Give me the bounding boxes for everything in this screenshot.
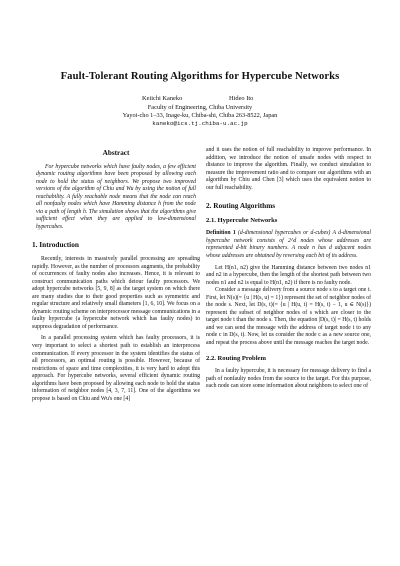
paper-title: Fault-Tolerant Routing Algorithms for Hypercube Networks	[60, 71, 340, 82]
subsection-2-1-heading: 2.1. Hypercube Networks	[206, 216, 278, 224]
definition-label: Definition 1	[206, 230, 236, 237]
subsection-2-2-heading: 2.2. Routing Problem	[206, 354, 266, 362]
section-1-heading: 1. Introduction	[32, 240, 79, 250]
author-2: Hideo Ito	[229, 95, 254, 102]
message-delivery-paragraph: Consider a message delivery from a source node s to a target one t. First, let N(s)(= {u | H(s, u) = 1}) represent the set of neighbor nodes of the node s. Next, let D(s, t)(= {u | H(u, t) = H(s, t) − 1, u ∈ N(s)}) represent the subset of neighbor nodes of s which are closer to the target node t than the node s. Then, the equation |D(s, t)| = H(s, t) holds and we can send the message with the address of target node t to any node c in D(s, t). Now, let us consider the node c as a new source one, and repeat the process above until the message reaches the target node.	[206, 287, 371, 347]
hamming-paragraph: Let H(n1, n2) give the Hamming distance between two nodes n1 and n2 in a hypercube, then the length of the shortest path between two nodes n1 and n2 is equal to H(n1, n2) if there is no faulty node.	[206, 264, 371, 286]
intro-paragraph-2: In a parallel processing system which has faulty processors, it is very important to select a shortest path to establish an interprocess communication. If every processor in the system identifies the status of all processors, an optimal routing is possible. However, because of restrictions of space and time complexities, it is very hard to adopt this approach. For hypercube networks, several efficient dynamic routing algorithms have been proposed by allowing each node to hold the status information of neighbor nodes [4, 3, 7, 11]. One of the algorithms we propose is based on Chiu and Wu's one [4]	[32, 335, 200, 402]
intro-paragraph-1: Recently, interests in massively parallel processing are spreading rapidly. However, as the number of processors augments, the probability of occurrences of faulty nodes also increases. Hence, it is relevant to construct communication paths which detour faulty processors. We adopt hypercube networks [5, 9, 8] as the target system on which there are many studies due to their good properties such as symmetric and regular structure and relatively small diameters [1, 6, 10]. We focus on a dynamic routing scheme on interprocessor message communications in a faulty hypercube (a hypercube network which has faulty nodes) to suppress degradation of performance.	[32, 256, 200, 330]
affiliation-line-1: Faculty of Engineering, Chiba University	[147, 104, 253, 111]
affiliation-line-2: Yayoi-cho 1–33, Inage-ku, Chiba-shi, Chiba 263-8522, Japan	[122, 112, 278, 119]
author-1: Keiichi Kaneko	[142, 95, 183, 102]
author-email: kaneko@ics.tj.chiba-u.ac.jp	[152, 120, 248, 127]
section-2-heading: 2. Routing Algorithms	[206, 201, 276, 211]
definition-text: (d-dimensional hypercubes or d-cubes) A d-dimensional hypercube network consists of 2^d nodes whose addresses are represented d-bit binary numbers. A node n has d adjacent nodes whose addresses are obtained by reversing each bit of its address.	[206, 230, 371, 260]
routing-problem-paragraph: In a faulty hypercube, it is necessary for message delivery to find a path of nonfaulty nodes from the source to the target. For this purpose, each node can store some information about neighbors to select one of	[206, 368, 371, 390]
definition-1	[206, 230, 371, 260]
abstract-heading: Abstract	[102, 149, 130, 157]
left-column	[32, 150, 200, 403]
right-column	[206, 147, 371, 391]
abstract	[32, 164, 200, 232]
intro-continued-paragraph: and it uses the notion of full reachability to improve performance. In addition, we introduce the notion of unsafe nodes with respect to distance to improve the algorithm. Finally, we conduct simulation to measure the improvement ratio and to compare our algorithms with an algorithm by Chiu and Chen [3] which uses the equivalent notion to our full reachability.	[206, 147, 371, 191]
abstract-text: For hypercube networks which have faulty nodes, a few efficient dynamic routing algorithms have been proposed by allowing each node to hold the status of neighbors. We propose two improved versions of the algorithm of Chiu and Wu by using the notion of full reachability. A fully reachable node means that the node can reach all nonfaulty nodes which have Hamming distance h from the node via a path of length h. The simulation shows that the algorithms give sufficient effect when they are applied to low-dimensional hypercubes.	[36, 163, 196, 230]
